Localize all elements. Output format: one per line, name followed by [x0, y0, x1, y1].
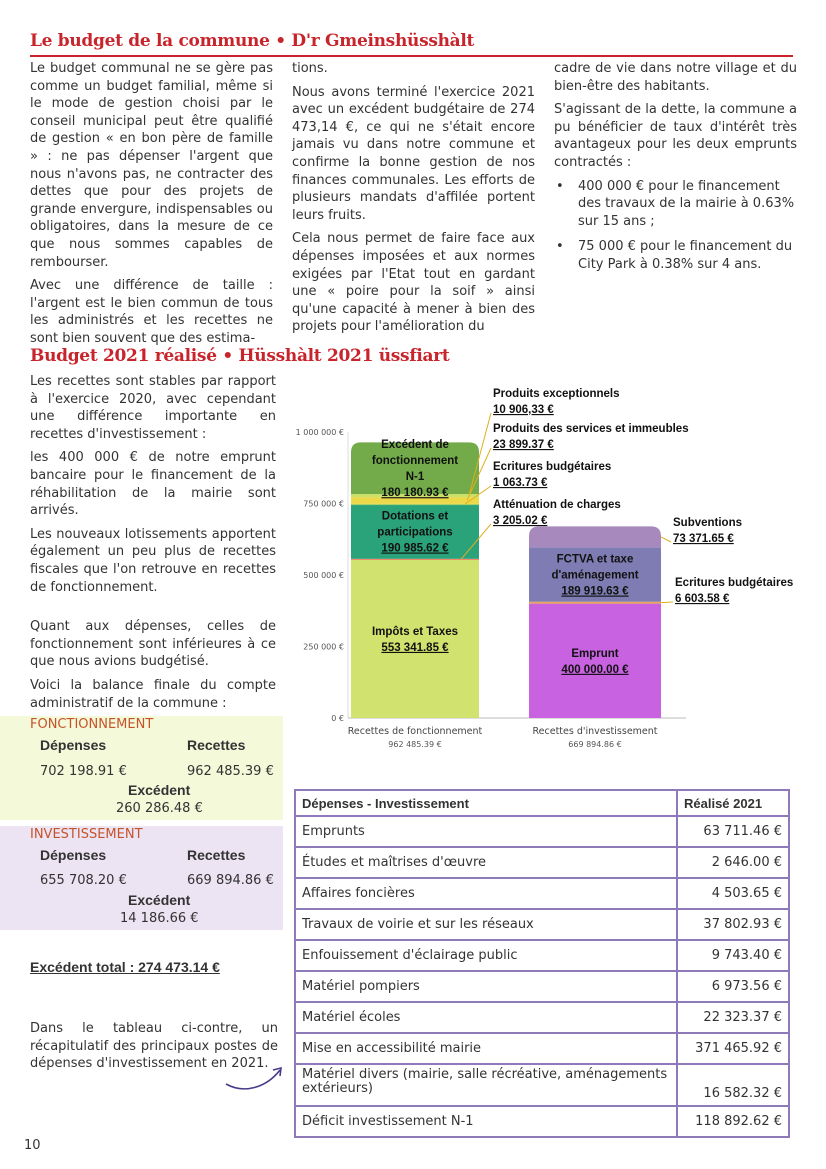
segment-name-label: Impôts et Taxes: [371, 625, 459, 638]
table-row: [295, 816, 789, 847]
bar-segment: [529, 602, 661, 604]
bar-segment: [529, 604, 661, 718]
list-item: • 75 000 € pour le financement du City Park à 0.38% sur 4 ans.: [554, 238, 797, 273]
table-row: [295, 1106, 789, 1137]
section-title-budget-2021: Budget 2021 réalisé • Hüsshàlt 2021 üssfiart: [30, 346, 450, 366]
table-cell: 9 743.40 €: [677, 940, 789, 971]
callout-name-label: Produits des services et immeubles: [493, 423, 689, 435]
y-tick-label: 250 000 €: [303, 642, 344, 652]
depenses-value: 655 708.20 €: [40, 873, 127, 888]
excedent-value: 260 286.48 €: [116, 801, 203, 816]
title-underline: [30, 55, 793, 57]
total-excedent: Excédent total : 274 473.14 €: [30, 959, 220, 975]
table-cell: 4 503.65 €: [677, 878, 789, 909]
callout-value-label: 1 063.73 €: [493, 477, 548, 489]
paragraph: cadre de vie dans notre village et du bien-être des habitants.: [554, 61, 797, 94]
callout-name-label: Produits exceptionnels: [493, 388, 620, 400]
table-row: [295, 878, 789, 909]
callout-name-label: Atténuation de charges: [493, 499, 621, 511]
table-cell: 63 711.46 €: [677, 816, 789, 847]
callout-value-label: 23 899.37 €: [493, 439, 554, 451]
table-row: [295, 1033, 789, 1064]
y-tick-label: 500 000 €: [303, 571, 344, 580]
segment-value-label: 189 919.63 €: [561, 585, 629, 598]
box-heading: FONCTIONNEMENT: [30, 717, 154, 732]
callout-name-label: Ecritures budgétaires: [493, 461, 612, 473]
table-cell: 22 323.37 €: [677, 1002, 789, 1033]
x-tick-label: Recettes d'investissement: [532, 726, 658, 737]
depenses-label: Dépenses: [40, 737, 107, 753]
table-row: [295, 940, 789, 971]
table-cell: 118 892.62 €: [677, 1106, 789, 1137]
excedent-label: Excédent: [128, 892, 191, 908]
callout-value-label: 6 603.58 €: [675, 593, 730, 605]
callout-line: [661, 602, 673, 603]
callout-value-label: 10 906,33 €: [493, 404, 554, 416]
recettes-value: 962 485.39 €: [187, 764, 274, 779]
section-title-budget: Le budget de la commune • D'r Gmeinshüsshàlt: [30, 31, 475, 51]
table-cell: 37 802.93 €: [677, 909, 789, 940]
recettes-label: Recettes: [187, 847, 246, 863]
y-tick-label: 1 000 000 €: [295, 428, 344, 437]
table-row: [295, 971, 789, 1002]
table-cell: 2 646.00 €: [677, 847, 789, 878]
bar-segment: [529, 526, 661, 547]
segment-value-label: 190 985.62 €: [381, 542, 449, 555]
table-row: [295, 1064, 789, 1106]
list-item: • 400 000 € pour le financement des travaux de la mairie à 0.63% sur 15 ans ;: [554, 178, 797, 231]
segment-value-label: 553 341.85 €: [381, 641, 449, 654]
table-cell: Enfouissement d'éclairage public: [295, 940, 677, 971]
depenses-value: 702 198.91 €: [40, 764, 127, 779]
segment-name-label: FCTVA et taxe: [556, 553, 634, 566]
paragraph: Nous avons terminé l'exercice 2021 avec un excédent budgétaire de 274 473,14 €, ce qui ne s'était encore jamais vu dans notre commune et confirme la bonne gestion de nos finances communales. Les efforts de plusieurs mandats d'affilée portent leurs fruits.: [292, 84, 535, 223]
table-cell: Études et maîtrises d'œuvre: [295, 847, 677, 878]
segment-name-label: Emprunt: [571, 647, 619, 660]
segment-name-label: Dotations et: [381, 510, 449, 523]
table-cell: Mise en accessibilité mairie: [295, 1033, 677, 1064]
curved-arrow-icon: [224, 1064, 286, 1092]
segment-name-label: participations: [377, 526, 453, 539]
investissement-box: [0, 826, 283, 930]
bar-segment: [351, 504, 479, 505]
callout-value-label: 3 205.02 €: [493, 515, 548, 527]
table-header-row: [295, 790, 789, 816]
x-tick-label: Recettes de fonctionnement: [347, 726, 483, 737]
table-cell: 371 465.92 €: [677, 1033, 789, 1064]
paragraph: tions.: [292, 61, 328, 76]
table-cell: Matériel écoles: [295, 1002, 677, 1033]
y-tick-label: 0 €: [331, 714, 344, 723]
table-cell: 6 973.56 €: [677, 971, 789, 1002]
intro-text: [30, 373, 276, 718]
depenses-label: Dépenses: [40, 847, 107, 863]
paragraph: Voici la balance finale du compte administratif de la commune :: [30, 677, 276, 711]
table-cell: Travaux de voirie et sur les réseaux: [295, 909, 677, 940]
y-tick-label: 750 000 €: [303, 499, 344, 509]
callout-name-label: Ecritures budgétaires: [675, 577, 794, 589]
paragraph: Les recettes sont stables par rapport à l'exercice 2020, avec cependant une différence importante en recettes d'investissement :: [30, 374, 276, 442]
text-column-1: [30, 60, 273, 354]
excedent-label: Excédent: [128, 782, 191, 798]
paragraph: Les nouveaux lotissements apportent également un peu plus de recettes fiscales que l'on retrouve en recettes de fonctionnement.: [30, 526, 276, 595]
paragraph: Quant aux dépenses, celles de fonctionnement sont inférieures à ce que nous avions budgétisé.: [30, 619, 276, 670]
callout-value-label: 73 371.65 €: [673, 533, 734, 545]
text-column-3: [554, 60, 797, 282]
category-total-label: 669 894.86 €: [568, 740, 622, 749]
bar-segment: [351, 560, 479, 718]
recettes-value: 669 894.86 €: [187, 873, 274, 888]
investment-expenses-table: [294, 789, 790, 1138]
paragraph: Dans le tableau ci-contre, un récapitulatif des principaux postes de dépenses d'investissement en 2021.: [30, 1021, 278, 1072]
category-total-label: 962 485.39 €: [388, 740, 442, 749]
budget-chart: [286, 385, 816, 760]
page-number: 10: [24, 1138, 41, 1153]
table-row: [295, 1002, 789, 1033]
table-row: [295, 909, 789, 940]
table-cell: Matériel pompiers: [295, 971, 677, 1002]
paragraph: Le budget communal ne se gère pas comme un budget familial, même si le mode de gestion choisi par le conseil municipal peut être qualifié de gestion « en bon père de famille » : ne pas dépenser l'argent que nous n'avons pas, ne contracter des dettes que pour des projets de grande envergure, indispensables ou obligatoires, dans la mesure de ce que nous sommes capables de rembourser.: [30, 61, 273, 270]
segment-name-label: fonctionnement: [371, 455, 459, 468]
table-cell: Emprunts: [295, 816, 677, 847]
excedent-value: 14 186.66 €: [120, 911, 199, 926]
table-row: [295, 847, 789, 878]
table-cell: Affaires foncières: [295, 878, 677, 909]
fonctionnement-box: [0, 716, 283, 820]
segment-value-label: 180 180.93 €: [381, 487, 449, 500]
bar-segment: [351, 559, 479, 560]
paragraph: S'agissant de la dette, la commune a pu bénéficier de taux d'intérêt très avantageux pour les deux emprunts contractés :: [554, 102, 797, 170]
segment-name-label: Excédent de: [381, 439, 449, 452]
table-cell: 16 582.32 €: [677, 1064, 789, 1106]
paragraph: les 400 000 € de notre emprunt bancaire pour le financement de la réhabilitation de la mairie sont arrivés.: [30, 450, 276, 519]
paragraph: Cela nous permet de faire face aux dépenses imposées et aux normes exigées par l'Etat tout en gardant une « poire pour la soif » ainsi qu'une capacité à mener à bien des projets pour l'amélioration du: [292, 231, 535, 335]
segment-value-label: 400 000.00 €: [561, 663, 629, 676]
segment-name-label: N-1: [405, 471, 425, 484]
column-header: Dépenses - Investissement: [295, 790, 677, 816]
table-cell: Matériel divers (mairie, salle récréative, aménagements extérieurs): [295, 1064, 677, 1106]
column-header: Réalisé 2021: [677, 790, 789, 816]
paragraph: Avec une différence de taille : l'argent est le bien commun de tous les administrés et les recettes ne sont bien souvent que des estima-: [30, 278, 273, 346]
box-heading: INVESTISSEMENT: [30, 827, 143, 842]
callout-line: [661, 537, 671, 542]
table-cell: Déficit investissement N-1: [295, 1106, 677, 1137]
callout-name-label: Subventions: [673, 517, 743, 529]
recettes-label: Recettes: [187, 737, 246, 753]
segment-name-label: d'aménagement: [551, 569, 639, 582]
loan-list: [554, 178, 797, 274]
text-column-2: [292, 60, 535, 342]
